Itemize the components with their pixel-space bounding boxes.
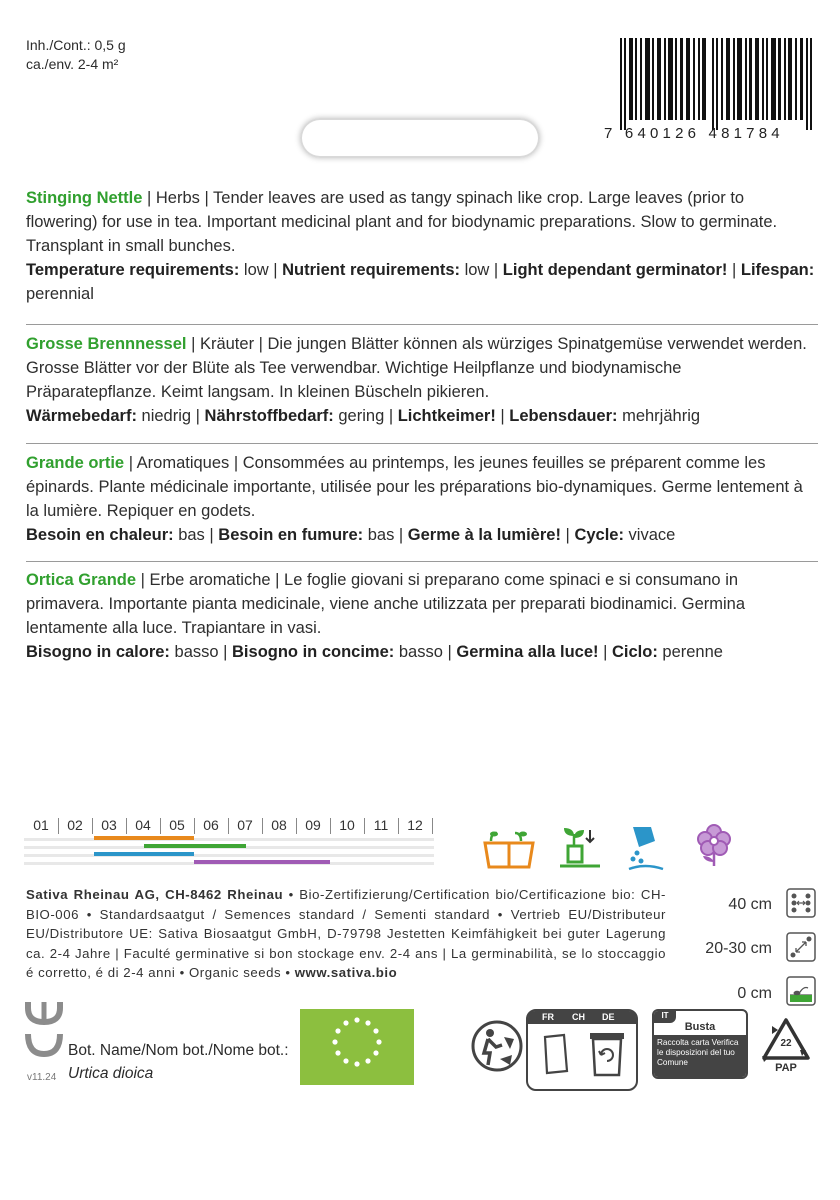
it-text: Raccolta carta Verifica le disposizioni del tuo Comune <box>657 1038 739 1067</box>
description-fr: Grande ortie | Aromatiques | Consommées au printemps, les jeunes feuilles se préparent comme les épinards. Plante médicinale importante, utilisée pour les préparations bio-dynamiques. Germe lentement à la lumière. Repiquer en godets. Besoin en chaleur: bas | Besoin en fumure: bas | Germe à la lumière! | Cycle: vivace <box>26 454 803 544</box>
month-label: 11 <box>373 817 389 833</box>
divider <box>26 324 818 325</box>
description-it: Ortica Grande | Erbe aromatiche | Le foglie giovani si preparano come spinaci e si consumano in primavera. Importante pianta medicinale, viene anche utilizzata per preparati biodinamici. Germina lentamente alla luce. Trapiantare in vasi. Bisogno in calore: basso | Bisogno in concime: basso | Germina alla luce! | Ciclo: perenne <box>26 571 746 661</box>
pap-label: PAP <box>775 1062 797 1074</box>
sowing-area: ca./env. 2-4 m² <box>26 56 119 72</box>
transplant-icon <box>558 826 602 870</box>
sowing-calendar <box>24 815 434 875</box>
month-label: 01 <box>33 817 49 833</box>
sorting-box <box>526 1009 638 1091</box>
month-label: 06 <box>203 817 219 833</box>
website-link[interactable]: www.sativa.bio <box>294 965 398 980</box>
plant-name: Ortica Grande <box>26 571 137 589</box>
it-code: IT <box>654 1011 676 1023</box>
country-code: CH <box>572 1012 585 1022</box>
barcode-number: 7 640126 481784 <box>604 125 784 142</box>
paper-bag-icon <box>542 1033 570 1075</box>
barcode <box>620 38 812 130</box>
botanical-label: Bot. Name/Nom bot./Nome bot.: <box>68 1042 289 1059</box>
company-info: Sativa Rheinau AG, CH-8462 Rheinau • Bio-Zertifizierung/Certification bio/Certificazione bio: CH-BIO-006 • Standardsaatgut / Semences standard / Sementi standard • Vertrieb EU/Distributeur EU/Distributore UE: Sativa Biosaatgut GmbH, D-79798 Jestetten Keimfähigkeit bei guter Lagerung ca. 2-4 Jahre | Faculté germinative si bon stockage env. 2-4 ans | La germinabilità, se lo stoccaggio é corretto, é di 2-4 anni • Organic seeds • www.sativa.bio <box>26 887 666 980</box>
flower-icon <box>693 822 735 868</box>
recycling-bin-icon <box>588 1029 626 1079</box>
eu-organic-logo <box>300 1009 414 1085</box>
plant-name: Grosse Brennnessel <box>26 335 187 353</box>
divider <box>26 443 818 444</box>
pap-number: 22 <box>780 1038 792 1049</box>
triman-icon <box>470 1019 524 1073</box>
calendar-bar-flower <box>194 860 330 864</box>
content-amount: Inh./Cont.: 0,5 g <box>26 37 126 53</box>
sowing-depth-icon <box>786 976 816 1006</box>
row-distance: 40 cm <box>728 896 772 913</box>
country-code: FR <box>542 1012 554 1022</box>
month-label: 07 <box>237 817 253 833</box>
month-label: 04 <box>135 817 151 833</box>
calendar-bar-sowing-tray <box>94 836 194 840</box>
it-title: Busta <box>684 1021 716 1033</box>
eu-leaf-icon <box>300 1009 414 1085</box>
month-label: 10 <box>339 817 355 833</box>
month-label: 05 <box>169 817 185 833</box>
month-label: 09 <box>305 817 321 833</box>
italian-disposal-box <box>652 1009 748 1079</box>
botanical-name: Urtica dioica <box>68 1065 154 1082</box>
month-label: 02 <box>67 817 83 833</box>
sativa-logo <box>24 1000 64 1060</box>
calendar-bar-direct-sow <box>94 852 194 856</box>
row-distance-icon <box>786 888 816 918</box>
plant-name: Grande ortie <box>26 454 125 472</box>
sowing-depth: 0 cm <box>737 985 772 1002</box>
plant-name: Stinging Nettle <box>26 189 143 207</box>
version-label: v11.24 <box>27 1072 57 1083</box>
description-en: Stinging Nettle | Herbs | Tender leaves are used as tangy spinach like crop. Large leaves (prior to flowering) for use in tea. Important medicinal plant and for biodynamic preparations. Slow to germinate. Transplant in small bunches. Temperature requirements: low | Nutrient requirements: low | Light dependant germinator! | Lifespan: perennial <box>26 189 815 303</box>
calendar-bar-transplant <box>144 844 246 848</box>
seed-tray-icon <box>483 827 535 869</box>
description-de: Grosse Brennnessel | Kräuter | Die jungen Blätter können als würziges Spinatgemüse verwendet werden. Grosse Blätter vor der Blüte als Tee verwendbar. Wichtige Heilpflanze und biodynamische Präparatepflanze. Keimt langsam. In kleinen Büscheln pikieren. Wärmebedarf: niedrig | Nährstoffbedarf: gering | Lichtkeimer! | Lebensdauer: mehrjährig <box>26 335 807 425</box>
divider <box>26 561 818 562</box>
hang-hole <box>300 118 540 158</box>
country-code: DE <box>602 1012 615 1022</box>
plant-distance: 20-30 cm <box>705 940 772 957</box>
month-label: 12 <box>407 817 423 833</box>
month-label: 03 <box>101 817 117 833</box>
plant-distance-icon <box>786 932 816 962</box>
direct-sowing-icon <box>625 823 667 871</box>
month-label: 08 <box>271 817 287 833</box>
